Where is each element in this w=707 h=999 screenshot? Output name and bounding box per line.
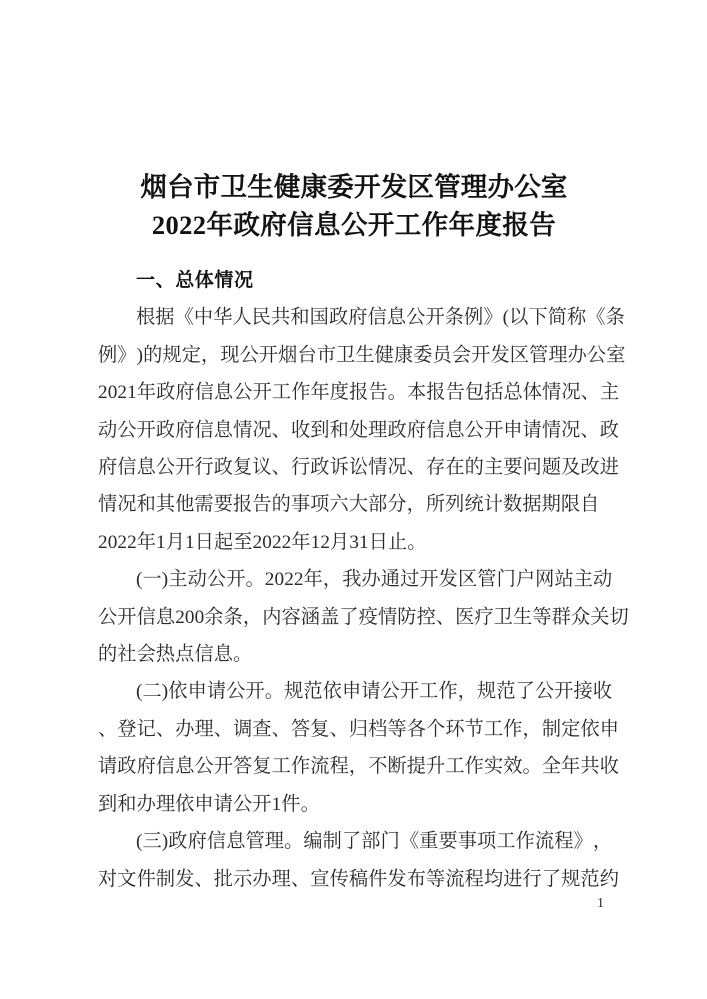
document-title-line-1: 烟台市卫生健康委开发区管理办公室 (140, 172, 568, 202)
paragraph-line: 情况和其他需要报告的事项六大部分，所列统计数据期限自 (98, 494, 600, 516)
page-number-footer (0, 896, 707, 912)
paragraph-item-2-upon-request (98, 673, 620, 823)
paragraph-line: 根 据 《 中 华 人 民 共 和 国 政 府 信 息 公 开 条 例 》 ( 以 下 简 称 《 条 (136, 307, 625, 329)
paragraph-line: 府 信 息 公 开 行 政 复 议 、 行 政 诉 讼 情 况 、 存 在 的 主 要 问 题 及 改 进 (98, 457, 620, 479)
document-body (98, 262, 629, 898)
section-heading-overview: 一、总体情况 (136, 270, 254, 291)
paragraph-line: 2 0 2 1 年 政 府 信 息 公 开 工 作 年 度 报 告 。 本 报 告 包 括 总 体 情 况 、 主 (98, 382, 620, 404)
document-title-line-2: 2022年政府信息公开工作年度报告 (151, 210, 557, 240)
paragraph-line: ( 一 ) 主 动 公 开 。 2 0 2 2 年 ， 我 办 通 过 开 发 区 管 门 户 网 站 主 动 (136, 569, 613, 591)
paragraph-line: 动 公 开 政 府 信 息 情 况 、 收 到 和 处 理 政 府 信 息 公 开 申 请 情 况 、 政 (98, 419, 620, 441)
paragraph-line: 例 》 ) 的 规 定 ， 现 公 开 烟 台 市 卫 生 健 康 委 员 会 开 发 区 管 理 办 公 室 (98, 344, 626, 366)
paragraph-item-1-active-disclosure (98, 561, 629, 673)
paragraph-line: 、 登 记 、 办 理 、 调 查 、 答 复 、 归 档 等 各 个 环 节 工 作 ， 制 定 依 申 (98, 718, 620, 740)
paragraph-line: 请 政 府 信 息 公 开 答 复 工 作 流 程 ， 不 断 提 升 工 作 实 效 。 全 年 共 收 (98, 756, 620, 778)
paragraph-line: 的社会热点信息。 (98, 644, 253, 666)
paragraph-line: 公 开 信 息 2 0 0 余 条 ， 内 容 涵 盖 了 疫 情 防 控 、 医 疗 卫 生 等 群 众 关 切 (98, 606, 629, 628)
paragraph-overview-intro (98, 299, 626, 561)
paragraph-line: 对 文 件 制 发 、 批 示 办 理 、 宣 传 稿 件 发 布 等 流 程 均 进 行 了 规 范 约 (98, 868, 620, 890)
paragraph-line: ( 二 ) 依 申 请 公 开 。 规 范 依 申 请 公 开 工 作 ， 规 范 了 公 开 接 收 (136, 681, 613, 703)
document-title (98, 168, 610, 244)
paragraph-line: ( 三 ) 政 府 信 息 管 理 。 编 制 了 部 门 《 重 要 事 项 工 作 流 程 》 ， (136, 831, 613, 853)
page-number-value: 1 (597, 896, 604, 911)
paragraph-line: 到和办理依申请公开1件。 (98, 793, 320, 815)
paragraph-item-3-info-management (98, 823, 620, 898)
paragraph-line: 2022年1月1日起至2022年12月31日止。 (98, 531, 427, 553)
